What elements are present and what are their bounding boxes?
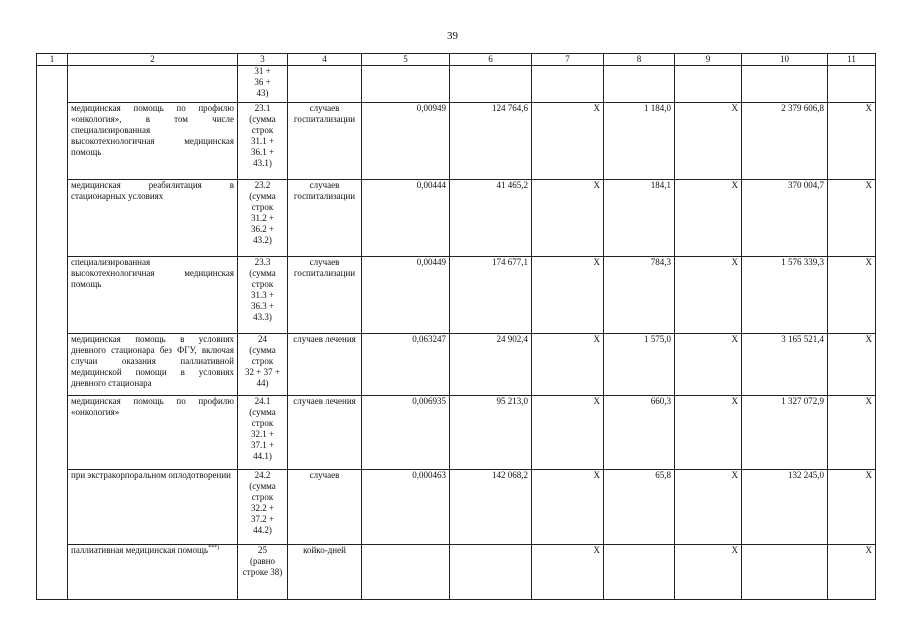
cost-cell: 124 764,6 [450,103,532,180]
cell-10: 370 004,7 [742,180,828,257]
name-cell: специализированная высокотехнологичная медицинская помощь [68,257,238,334]
row-code-cell: 23.2 (сумма строк 31.2 + 36.2 + 43.2) [238,180,288,257]
cell-8: 1 575,0 [604,334,675,396]
cell-10 [742,66,828,103]
cell-8: 1 184,0 [604,103,675,180]
row-code-cell: 23.1 (сумма строк 31.1 + 36.1 + 43.1) [238,103,288,180]
name-cell [68,545,238,600]
row-code-cell: 24 (сумма строк 32 + 37 + 44) [238,334,288,396]
cell-11: Х [828,180,876,257]
volume-cell: 0,063247 [362,334,450,396]
unit-cell [288,66,362,103]
table-row [37,545,876,600]
row-code-cell: 23.3 (сумма строк 31.3 + 36.3 + 43.3) [238,257,288,334]
cell-11 [828,66,876,103]
cell-8 [604,545,675,600]
cost-cell [450,66,532,103]
cell-9: Х [675,180,742,257]
col-header: 8 [604,54,675,66]
cell-9: Х [675,334,742,396]
col-header: 9 [675,54,742,66]
volume-cell: 0,006935 [362,396,450,470]
cell-11: Х [828,396,876,470]
table-row [37,66,876,103]
cell-10: 3 165 521,4 [742,334,828,396]
cell-7: Х [532,545,604,600]
cell-8: 660,3 [604,396,675,470]
name-cell: медицинская помощь в условиях дневного стационара без ФГУ, включая случаи оказания паллиативной медицинской помощи в условиях дневного стационара [68,334,238,396]
name-cell: медицинская реабилитация в стационарных условиях [68,180,238,257]
volume-cell: 0,00444 [362,180,450,257]
cell-7: Х [532,396,604,470]
cell-8: 784,3 [604,257,675,334]
data-table [36,53,876,600]
col-header: 7 [532,54,604,66]
cost-cell: 174 677,1 [450,257,532,334]
unit-cell: случаев госпитализации [288,103,362,180]
cell-11: Х [828,470,876,545]
cell-9: Х [675,470,742,545]
unit-cell: случаев лечения [288,396,362,470]
footnote-mark: ***) [208,545,220,551]
unit-cell: случаев лечения [288,334,362,396]
volume-cell [362,545,450,600]
page-number: 39 [447,30,458,42]
col-header: 2 [68,54,238,66]
name-text: паллиативная медицинская помощь [71,545,209,555]
cell-10 [742,545,828,600]
volume-cell: 0,00949 [362,103,450,180]
cost-cell: 142 068,2 [450,470,532,545]
cell-9: Х [675,396,742,470]
row-number-cell [37,66,68,600]
cell-7: Х [532,470,604,545]
cell-7: Х [532,257,604,334]
unit-cell: койко-дней [288,545,362,600]
col-header: 1 [37,54,68,66]
name-cell: при экстракорпоральном оплодотворении [68,470,238,545]
cell-10: 132 245,0 [742,470,828,545]
header-row [37,54,876,66]
unit-cell: случаев [288,470,362,545]
name-cell: медицинская помощь по профилю «онкология» [68,396,238,470]
cell-8: 65,8 [604,470,675,545]
cell-11: Х [828,545,876,600]
volume-cell: 0,000463 [362,470,450,545]
cell-9 [675,66,742,103]
col-header: 10 [742,54,828,66]
row-code-cell: 24.1 (сумма строк 32.1 + 37.1 + 44.1) [238,396,288,470]
cell-7: Х [532,180,604,257]
col-header: 11 [828,54,876,66]
col-header: 6 [450,54,532,66]
cell-11: Х [828,334,876,396]
unit-cell: случаев госпитализации [288,180,362,257]
table-row [37,334,876,396]
cost-cell: 24 902,4 [450,334,532,396]
table-row [37,103,876,180]
name-cell [68,66,238,103]
cell-7 [532,66,604,103]
cell-7: Х [532,103,604,180]
cost-cell [450,545,532,600]
cell-11: Х [828,103,876,180]
cell-9: Х [675,103,742,180]
row-code-cell: 25 (равно строке 38) [238,545,288,600]
row-code-cell: 31 + 36 + 43) [238,66,288,103]
cell-11: Х [828,257,876,334]
table-row [37,180,876,257]
col-header: 3 [238,54,288,66]
row-code-cell: 24.2 (сумма строк 32.2 + 37.2 + 44.2) [238,470,288,545]
cost-cell: 41 465,2 [450,180,532,257]
cell-8: 184,1 [604,180,675,257]
table-row [37,396,876,470]
cell-10: 2 379 606,8 [742,103,828,180]
volume-cell: 0,00449 [362,257,450,334]
cost-cell: 95 213,0 [450,396,532,470]
table-row [37,470,876,545]
volume-cell [362,66,450,103]
unit-cell: случаев госпитализации [288,257,362,334]
cell-10: 1 327 072,9 [742,396,828,470]
cell-9: Х [675,257,742,334]
col-header: 4 [288,54,362,66]
table-row [37,257,876,334]
cell-7: Х [532,334,604,396]
name-cell: медицинская помощь по профилю «онкология», в том числе специализированная высокотехнологичная медицинская помощь [68,103,238,180]
cell-8 [604,66,675,103]
cell-10: 1 576 339,3 [742,257,828,334]
col-header: 5 [362,54,450,66]
cell-9: Х [675,545,742,600]
